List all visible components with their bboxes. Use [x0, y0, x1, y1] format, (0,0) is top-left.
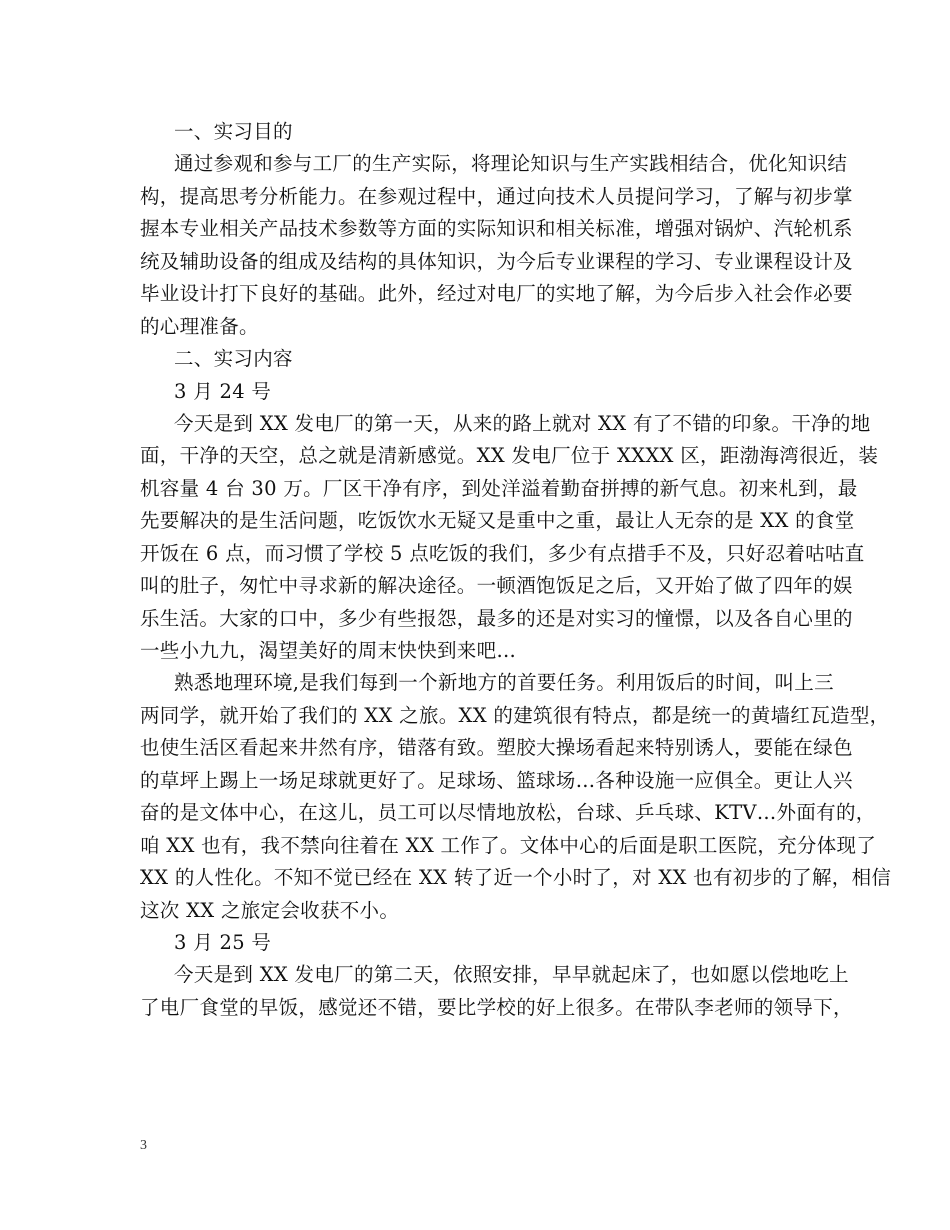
paragraph-line: 这次 XX 之旅定会收获不小。: [140, 898, 400, 922]
paragraph-line: 的心理准备。: [140, 314, 259, 338]
paragraph-line: 机容量 4 台 30 万。厂区干净有序，到处洋溢着勤奋拼搏的新气息。初来札到，最: [140, 476, 858, 500]
paragraph-line: 统及辅助设备的组成及结构的具体知识，为今后专业课程的学习、专业课程设计及: [140, 249, 853, 273]
paragraph-line: 咱 XX 也有，我不禁向往着在 XX 工作了。文体中心的后面是职工医院，充分体现了: [140, 833, 877, 857]
paragraph-line: 今天是到 XX 发电厂的第一天，从来的路上就对 XX 有了不错的印象。干净的地: [174, 411, 871, 435]
paragraph-line: 一些小九九，渴望美好的周末快快到来吧…: [140, 639, 517, 662]
paragraph-line: 构，提高思考分析能力。在参观过程中，通过向技术人员提问学习，了解与初步掌: [140, 184, 853, 208]
paragraph-line: 握本专业相关产品技术参数等方面的实际知识和相关标准，增强对锅炉、汽轮机系: [140, 217, 853, 241]
paragraph-line: 今天是到 XX 发电厂的第二天，依照安排，早早就起床了，也如愿以偿地吃上: [174, 963, 849, 987]
paragraph-line: 乐生活。大家的口中，多少有些报怨，最多的还是对实习的憧憬，以及各自心里的: [140, 606, 853, 630]
paragraph-line: 面，干净的天空，总之就是清新感觉。XX 发电厂位于 XXXX 区，距渤海湾很近，装: [140, 444, 879, 468]
paragraph-line: 通过参观和参与工厂的生产实际，将理论知识与生产实践相结合，优化知识结: [174, 152, 848, 176]
document-body: [140, 116, 892, 1024]
paragraph-line: 叫的肚子，匆忙中寻求新的解决途径。一顿酒饱饭足之后，又开始了做了四年的娱: [140, 574, 853, 598]
paragraph-line: 开饭在 6 点，而习惯了学校 5 点吃饭的我们，多少有点措手不及，只好忍着咕咕直: [140, 541, 865, 565]
paragraph-line: 毕业设计打下良好的基础。此外，经过对电厂的实地了解，为今后步入社会作必要: [140, 282, 853, 306]
paragraph-line: 熟悉地理环境,是我们每到一个新地方的首要任务。利用饭后的时间，叫上三: [174, 671, 834, 695]
page-number: 3: [140, 1138, 147, 1153]
paragraph-line: 奋的是文体中心，在这儿，员工可以尽情地放松，台球、乒乓球、KTV…外面有的，: [140, 801, 876, 825]
section-heading-purpose: 一、实习目的: [174, 120, 293, 143]
paragraph-line: 的草坪上踢上一场足球就更好了。足球场、篮球场…各种设施一应俱全。更让人兴: [140, 768, 853, 792]
section-heading-content: 二、实习内容: [174, 347, 293, 371]
paragraph-line: 了电厂食堂的早饭，感觉还不错，要比学校的好上很多。在带队李老师的领导下，: [140, 995, 853, 1019]
paragraph-line: 两同学，就开始了我们的 XX 之旅。XX 的建筑很有特点，都是统一的黄墙红瓦造型，: [140, 703, 890, 727]
date-heading: 3 月 24 号: [174, 379, 272, 403]
paragraph-line: 也使生活区看起来井然有序，错落有致。塑胶大操场看起来特别诱人，要能在绿色: [140, 736, 853, 760]
date-heading: 3 月 25 号: [174, 930, 272, 954]
paragraph-line: 先要解决的是生活问题，吃饭饮水无疑又是重中之重，最让人无奈的是 XX 的食堂: [140, 509, 855, 533]
paragraph-line: XX 的人性化。不知不觉已经在 XX 转了近一个小时了，对 XX 也有初步的了解，相信: [140, 866, 892, 890]
